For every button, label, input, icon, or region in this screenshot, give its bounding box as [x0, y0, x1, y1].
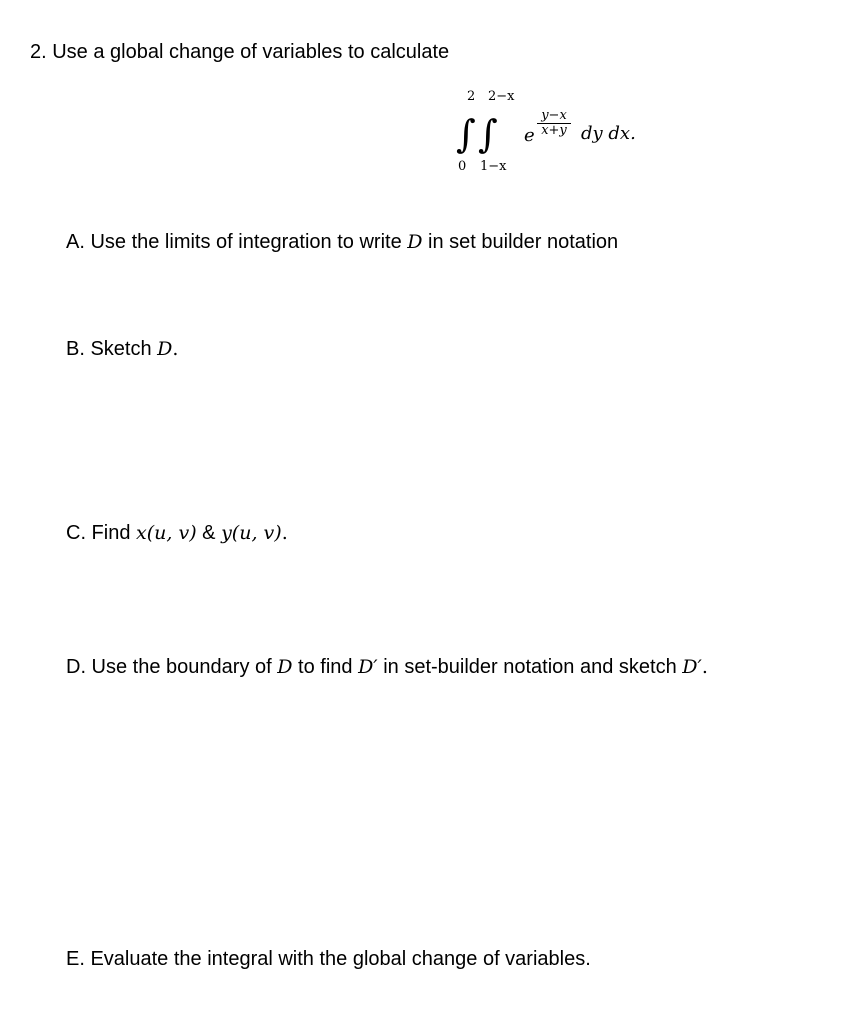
part-b-var-d: D	[157, 338, 173, 360]
exponent-denominator: x+y	[541, 123, 567, 138]
double-integral	[452, 88, 672, 178]
outer-lower-limit: 0	[458, 159, 467, 174]
outer-upper-limit: 2	[467, 89, 476, 104]
part-c-ampersand: &	[196, 522, 222, 544]
part-d-text-mid2: in set-builder notation and sketch	[377, 656, 683, 678]
differentials: dy dx.	[581, 123, 636, 144]
part-c	[66, 521, 288, 545]
part-a-text-after: in set builder notation	[422, 231, 619, 253]
part-d-text-mid: to find	[292, 656, 359, 678]
part-e-text: E. Evaluate the integral with the global change of variables.	[66, 948, 591, 970]
part-d-var-d-prime-2: D′	[682, 656, 702, 678]
part-b-text-after: .	[172, 338, 179, 360]
part-b-text: B. Sketch	[66, 338, 158, 360]
part-c-expr-y: y(u, v)	[221, 522, 282, 544]
problem-heading: 2. Use a global change of variables to calculate	[30, 41, 450, 63]
inner-integral-sign: ∫	[478, 112, 498, 156]
part-a-var-d: D	[407, 231, 423, 253]
part-d-text: D. Use the boundary of	[66, 656, 278, 678]
part-e	[66, 947, 591, 971]
inner-lower-limit: 1−x	[480, 159, 507, 174]
exponential-base: e	[524, 125, 535, 146]
part-d-var-d-prime: D′	[358, 656, 378, 678]
exponent-numerator: y−x	[541, 108, 567, 123]
part-d	[66, 655, 708, 679]
outer-integral-sign: ∫	[456, 112, 476, 156]
part-a-text: A. Use the limits of integration to write	[66, 231, 408, 253]
inner-upper-limit: 2−x	[488, 89, 515, 104]
part-b	[66, 337, 178, 361]
part-c-expr-x: x(u, v)	[136, 522, 197, 544]
part-c-text: C. Find	[66, 522, 137, 544]
part-d-var-d: D	[277, 656, 293, 678]
part-d-text-after: .	[701, 656, 708, 678]
part-a	[66, 230, 618, 254]
part-c-text-after: .	[281, 522, 288, 544]
